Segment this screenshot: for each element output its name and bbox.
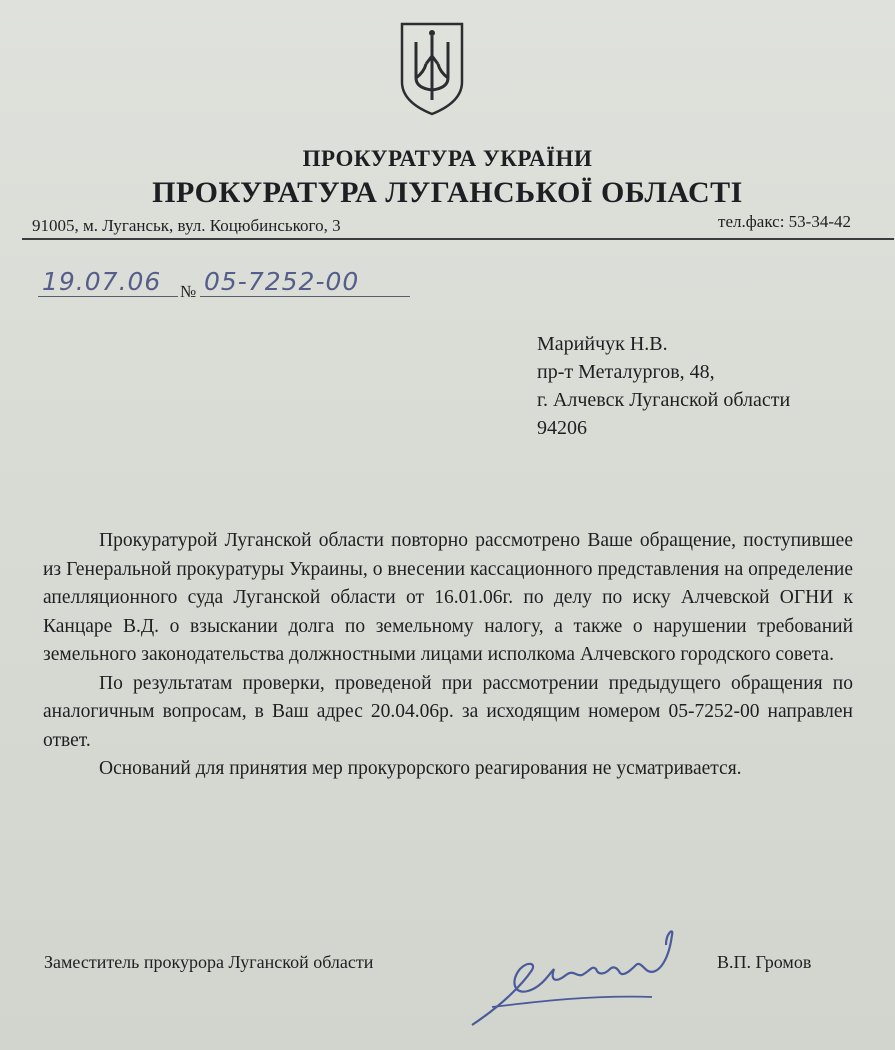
- registration-date: 19.07.06: [38, 268, 178, 297]
- org-title-ukraine: ПРОКУРАТУРА УКРАЇНИ: [302, 146, 593, 171]
- recipient-name: Марийчук Н.В.: [537, 333, 668, 355]
- handwritten-signature-icon: [462, 925, 697, 1035]
- body-paragraph-3: Оснований для принятия мер прокурорского реагирования не усматривается.: [99, 758, 742, 779]
- org-address: 91005, м. Луганськ, вул. Коцюбинського, 3: [32, 216, 341, 235]
- org-phone: тел.факс: 53-34-42: [718, 212, 851, 231]
- signer-name: В.П. Громов: [717, 952, 812, 972]
- registration-number: 05-7252-00: [200, 268, 410, 297]
- registration-date-field: [38, 268, 178, 297]
- org-title-luhansk: ПРОКУРАТУРА ЛУГАНСЬКОЇ ОБЛАСТІ: [152, 176, 743, 209]
- recipient-street: пр-т Металургов, 48,: [537, 361, 715, 383]
- trident-emblem-icon: [396, 20, 468, 116]
- header-divider: [22, 238, 894, 240]
- recipient-block: [537, 330, 790, 442]
- letter-body: [43, 527, 853, 784]
- number-label: №: [180, 282, 197, 301]
- body-paragraph-2: По результатам проверки, проведеной при рассмотрении предыдущего обращения по аналогичным вопросам, в Ваш адрес 20.04.06р. за исходящим номером 05-7252-00 направлен ответ.: [43, 672, 853, 751]
- recipient-zip: 94206: [537, 417, 587, 439]
- registration-number-field: [200, 268, 410, 297]
- body-paragraph-1: Прокуратурой Луганской области повторно рассмотрено Ваше обращение, поступившее из Генеральной прокуратуры Украины, о внесении кассационного представления на определение апелляционного суда Луганской области от 16.01.06г. по делу по иску Алчевской ОГНИ к Канцаре В.Д. о взыскании долга по земельному налогу, а также о нарушении требований земельного законодательства должностными лицами исполкома Алчевского городского совета.: [43, 530, 853, 665]
- recipient-city: г. Алчевск Луганской области: [537, 389, 791, 411]
- signer-position: Заместитель прокурора Луганской области: [44, 952, 374, 972]
